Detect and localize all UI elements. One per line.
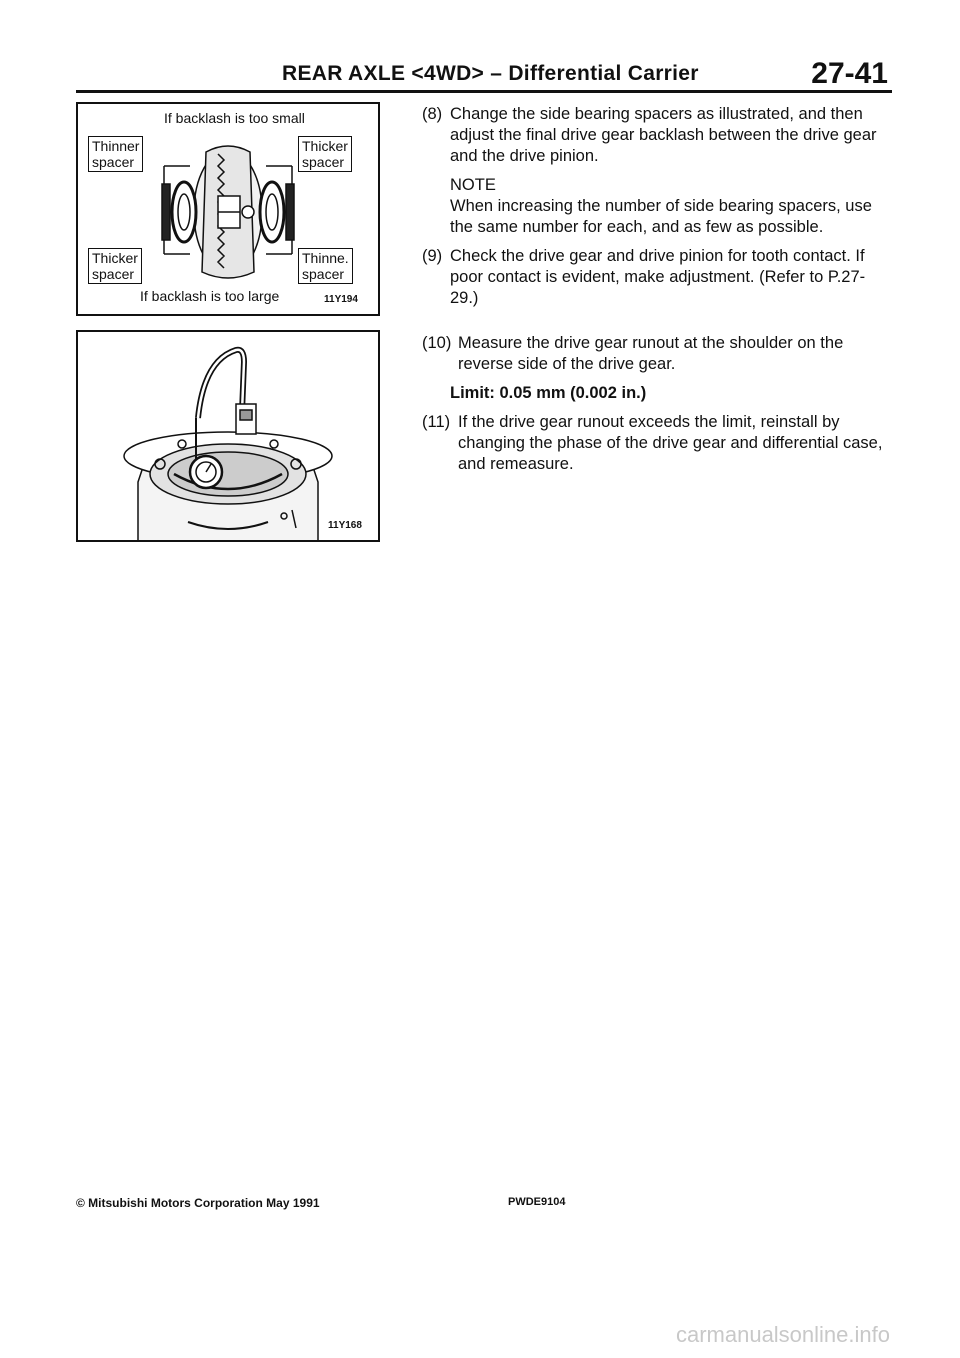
label-line: spacer — [92, 266, 135, 282]
header-rule — [76, 90, 892, 93]
label-line: Thicker — [302, 138, 348, 154]
label-line: Thinne. — [302, 250, 349, 266]
label-line: Thicker — [92, 250, 138, 266]
note-text: When increasing the number of side bearing spacers, use the same number for each, and as few as possible. — [450, 197, 872, 236]
step-text: If the drive gear runout exceeds the limit, reinstall by changing the phase of the drive gear and differential case, and remeasure. — [458, 413, 883, 473]
step-9 — [422, 246, 890, 309]
figure-backlash-spacers — [76, 102, 380, 316]
label-line: spacer — [302, 266, 345, 282]
spacer — [422, 317, 890, 333]
step-text: Measure the drive gear runout at the shoulder on the reverse side of the drive gear. — [458, 334, 844, 373]
step-8 — [422, 104, 890, 167]
note-heading: NOTE — [450, 176, 496, 194]
label-thicker-spacer-bottom — [88, 248, 142, 284]
label-line: Thinner — [92, 138, 140, 154]
step-text: Change the side bearing spacers as illustrated, and then adjust the final drive gear backlash between the drive gear and the drive pinion. — [450, 105, 877, 165]
step-number: (9) — [422, 247, 443, 265]
dial-gauge-illustration — [78, 332, 378, 540]
note — [422, 175, 890, 238]
step-text: Check the drive gear and drive pinion for tooth contact. If poor contact is evident, make adjustment. (Refer to P.27-29.) — [450, 247, 866, 307]
runout-limit: Limit: 0.05 mm (0.002 in.) — [450, 384, 647, 402]
label-thicker-spacer-top — [298, 136, 352, 172]
figure-runout-measurement — [76, 330, 380, 542]
label-thinner-spacer-bottom — [298, 248, 353, 284]
label-line: spacer — [92, 154, 135, 170]
step-number: (8) — [422, 105, 443, 123]
figure-code: 11Y168 — [328, 520, 362, 531]
label-line: spacer — [302, 154, 345, 170]
step-number: (10) — [422, 334, 452, 352]
footer-copyright: © Mitsubishi Motors Corporation May 1991 — [76, 1196, 320, 1210]
figure-bottom-caption: If backlash is too large — [140, 288, 280, 304]
page-number: 27-41 — [811, 57, 888, 90]
step-number: (11) — [422, 413, 451, 431]
page-header-title: REAR AXLE <4WD> – Differential Carrier — [282, 62, 699, 85]
figure-top-caption: If backlash is too small — [164, 110, 305, 126]
watermark-text: carmanualsonline.info — [675, 1322, 890, 1347]
label-thinner-spacer-top — [88, 136, 143, 172]
figure-code: 11Y194 — [324, 294, 358, 305]
step-10 — [422, 333, 890, 375]
footer-document-code: PWDE9104 — [508, 1196, 566, 1208]
step-11 — [422, 412, 890, 475]
procedure-text — [422, 104, 890, 483]
